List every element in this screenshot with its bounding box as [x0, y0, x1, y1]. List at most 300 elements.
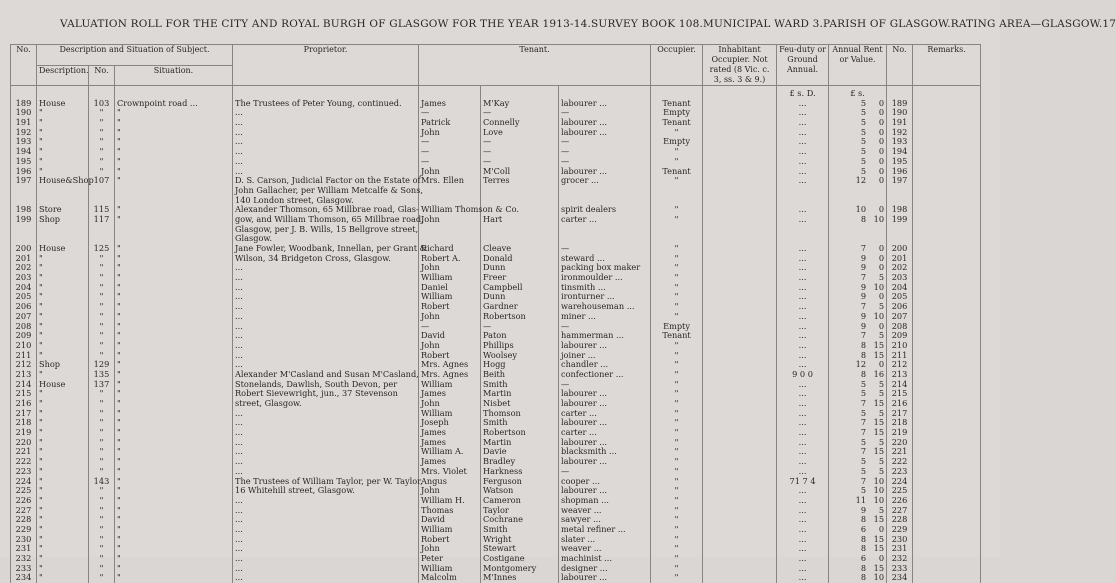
- row-proprietor: ...: [233, 447, 419, 457]
- row-situation: ": [115, 341, 233, 351]
- row-tenant-first: Mrs. Agnes: [419, 360, 481, 370]
- row-proprietor: The Trustees of William Taylor, per W. Taylor,: [233, 477, 419, 487]
- row-house-number: ": [89, 554, 115, 564]
- row-feu-duty: [777, 225, 829, 235]
- row-situation: ": [115, 564, 233, 574]
- row-house-number: ": [89, 137, 115, 147]
- row-tenant-first: David: [419, 515, 481, 525]
- row-occupation: labourer ...: [559, 118, 651, 128]
- rent-pounds: 6: [861, 553, 866, 563]
- row-number-right: 218: [887, 418, 913, 428]
- row-occupation: labourer ...: [559, 389, 651, 399]
- empty-cell: [703, 370, 777, 380]
- rent-pounds: 8: [861, 543, 866, 553]
- rent-pounds: 9: [861, 253, 866, 263]
- row-occupier: ": [651, 428, 703, 438]
- rent-pounds: 5: [861, 156, 866, 166]
- row-number-right: 206: [887, 302, 913, 312]
- row-feu-duty: ...: [777, 147, 829, 157]
- row-house-number: ": [89, 506, 115, 516]
- row-proprietor: ...: [233, 525, 419, 535]
- rent-shillings: 10: [866, 486, 884, 496]
- row-occupier: ": [651, 467, 703, 477]
- row-feu-duty: ...: [777, 525, 829, 535]
- row-annual-rent: [829, 312, 887, 322]
- row-occupation: labourer ...: [559, 341, 651, 351]
- row-proprietor: ...: [233, 137, 419, 147]
- row-house-number: 115: [89, 205, 115, 215]
- col-description: Description.: [37, 65, 89, 86]
- table-row: [11, 215, 981, 225]
- row-number-right: 231: [887, 544, 913, 554]
- empty-cell: [703, 515, 777, 525]
- row-situation: ": [115, 525, 233, 535]
- row-feu-duty: ...: [777, 137, 829, 147]
- row-occupation: machinist ...: [559, 554, 651, 564]
- row-tenant-last: Nisbet: [481, 399, 559, 409]
- row-situation: ": [115, 486, 233, 496]
- row-proprietor: 140 London street, Glasgow.: [233, 196, 419, 206]
- row-description: ": [37, 273, 89, 283]
- row-house-number: ": [89, 457, 115, 467]
- empty-cell: [703, 447, 777, 457]
- rent-shillings: 10: [866, 573, 884, 583]
- row-number-right: 210: [887, 341, 913, 351]
- survey-book: SURVEY BOOK 108.: [591, 18, 703, 30]
- row-number: 200: [11, 244, 37, 254]
- row-house-number: ": [89, 515, 115, 525]
- row-description: ": [37, 554, 89, 564]
- empty-cell: [913, 351, 981, 361]
- row-tenant-last: Martin: [481, 389, 559, 399]
- row-situation: [115, 234, 233, 244]
- rent-pounds: 9: [861, 282, 866, 292]
- row-occupation: carter ...: [559, 428, 651, 438]
- row-occupation: joiner ...: [559, 351, 651, 361]
- row-description: ": [37, 341, 89, 351]
- row-tenant-first: Malcolm: [419, 573, 481, 583]
- row-feu-duty: ...: [777, 273, 829, 283]
- row-proprietor: ...: [233, 292, 419, 302]
- row-feu-duty: ...: [777, 167, 829, 177]
- row-occupier: ": [651, 380, 703, 390]
- row-tenant-first: Richard: [419, 244, 481, 254]
- row-occupation: —: [559, 467, 651, 477]
- row-annual-rent: [829, 108, 887, 118]
- row-proprietor: Alexander M'Casland and Susan M'Casland,: [233, 370, 419, 380]
- row-proprietor: ...: [233, 535, 419, 545]
- row-occupier: ": [651, 302, 703, 312]
- row-situation: ": [115, 118, 233, 128]
- row-tenant-last: —: [481, 322, 559, 332]
- row-feu-duty: ...: [777, 389, 829, 399]
- feu-units: £ s. D.: [777, 86, 829, 99]
- table-row: [11, 225, 981, 235]
- empty-cell: [703, 176, 777, 186]
- row-proprietor: Glasgow, per J. B. Wills, 15 Bellgrove street,: [233, 225, 419, 235]
- row-annual-rent: [829, 322, 887, 332]
- row-house-number: ": [89, 312, 115, 322]
- row-proprietor: ...: [233, 409, 419, 419]
- row-situation: ": [115, 457, 233, 467]
- rent-shillings: 0: [866, 254, 884, 264]
- row-proprietor: Alexander Thomson, 65 Millbrae road, Glas-: [233, 205, 419, 215]
- empty-cell: [913, 312, 981, 322]
- row-occupation: labourer ...: [559, 418, 651, 428]
- rent-shillings: 0: [866, 118, 884, 128]
- row-feu-duty: ...: [777, 496, 829, 506]
- row-tenant-first: James: [419, 389, 481, 399]
- empty-cell: [913, 399, 981, 409]
- row-number-right: 213: [887, 370, 913, 380]
- row-proprietor: ...: [233, 312, 419, 322]
- row-occupation: confectioner ...: [559, 370, 651, 380]
- row-description: ": [37, 147, 89, 157]
- row-tenant-first: James: [419, 99, 481, 109]
- empty-cell: [913, 341, 981, 351]
- table-row: [11, 176, 981, 186]
- row-annual-rent: [829, 515, 887, 525]
- row-description: ": [37, 302, 89, 312]
- row-occupier: ": [651, 254, 703, 264]
- empty-cell: [913, 176, 981, 186]
- empty-cell: [913, 428, 981, 438]
- empty-cell: [703, 351, 777, 361]
- row-feu-duty: ...: [777, 399, 829, 409]
- row-occupier: [651, 186, 703, 196]
- row-number-right: [887, 225, 913, 235]
- row-tenant-first: Robert A.: [419, 254, 481, 264]
- row-tenant-first: David: [419, 331, 481, 341]
- rent-shillings: 0: [866, 128, 884, 138]
- row-tenant-last: Robertson: [481, 312, 559, 322]
- row-description: [37, 186, 89, 196]
- rent-shillings: 5: [866, 438, 884, 448]
- row-house-number: ": [89, 389, 115, 399]
- row-proprietor: ...: [233, 167, 419, 177]
- row-number: 221: [11, 447, 37, 457]
- empty-cell: [913, 380, 981, 390]
- row-occupier: ": [651, 506, 703, 516]
- row-number-right: 190: [887, 108, 913, 118]
- row-annual-rent: [829, 370, 887, 380]
- row-occupation: —: [559, 244, 651, 254]
- row-annual-rent: [829, 176, 887, 186]
- row-feu-duty: ...: [777, 438, 829, 448]
- row-house-number: 135: [89, 370, 115, 380]
- rent-pounds: 7: [861, 243, 866, 253]
- row-occupier: [651, 225, 703, 235]
- rent-pounds: 9: [861, 311, 866, 321]
- row-feu-duty: ...: [777, 157, 829, 167]
- row-proprietor: ...: [233, 157, 419, 167]
- rent-pounds: 5: [861, 437, 866, 447]
- row-situation: ": [115, 176, 233, 186]
- empty-cell: [913, 137, 981, 147]
- empty-cell: [703, 186, 777, 196]
- empty-cell: [703, 215, 777, 225]
- row-proprietor: ...: [233, 467, 419, 477]
- row-number: 196: [11, 167, 37, 177]
- row-feu-duty: ...: [777, 418, 829, 428]
- row-tenant-last: Watson: [481, 486, 559, 496]
- row-tenant-last: Smith: [481, 380, 559, 390]
- empty-cell: [703, 341, 777, 351]
- row-occupation: weaver ...: [559, 544, 651, 554]
- row-occupier: ": [651, 176, 703, 186]
- row-description: House: [37, 380, 89, 390]
- row-tenant-first: John: [419, 312, 481, 322]
- row-tenant-last: Martin: [481, 438, 559, 448]
- empty-cell: [913, 263, 981, 273]
- row-proprietor: ...: [233, 302, 419, 312]
- row-number-right: 217: [887, 409, 913, 419]
- row-number: 232: [11, 554, 37, 564]
- row-occupier: ": [651, 147, 703, 157]
- row-description: House&Shop: [37, 176, 89, 186]
- rent-shillings: 0: [866, 147, 884, 157]
- row-house-number: ": [89, 273, 115, 283]
- row-situation: ": [115, 409, 233, 419]
- row-occupation: steward ...: [559, 254, 651, 264]
- empty-cell: [703, 573, 777, 583]
- row-occupation: labourer ...: [559, 167, 651, 177]
- row-tenant-first: William: [419, 409, 481, 419]
- row-occupation: designer ...: [559, 564, 651, 574]
- empty-cell: [913, 118, 981, 128]
- row-number-right: 214: [887, 380, 913, 390]
- row-occupation: cooper ...: [559, 477, 651, 487]
- row-number: 217: [11, 409, 37, 419]
- row-number: 218: [11, 418, 37, 428]
- row-tenant-last: Campbell: [481, 283, 559, 293]
- row-house-number: ": [89, 263, 115, 273]
- empty-cell: [703, 418, 777, 428]
- row-proprietor: Glasgow.: [233, 234, 419, 244]
- rent-pounds: 12: [856, 359, 866, 369]
- row-occupier: ": [651, 525, 703, 535]
- row-occupation: blacksmith ...: [559, 447, 651, 457]
- row-number-right: 232: [887, 554, 913, 564]
- rent-shillings: 5: [866, 409, 884, 419]
- page-number: 17: [1102, 18, 1116, 30]
- row-tenant-first: Patrick: [419, 118, 481, 128]
- row-occupation: labourer ...: [559, 573, 651, 583]
- rent-pounds: 5: [861, 98, 866, 108]
- row-number: 192: [11, 128, 37, 138]
- row-occupation: metal refiner ...: [559, 525, 651, 535]
- row-occupation: [559, 234, 651, 244]
- row-number: 198: [11, 205, 37, 215]
- rent-pounds: 9: [861, 262, 866, 272]
- empty-cell: [703, 302, 777, 312]
- row-occupation: miner ...: [559, 312, 651, 322]
- row-occupation: tinsmith ...: [559, 283, 651, 293]
- rent-pounds: 8: [861, 369, 866, 379]
- row-feu-duty: ...: [777, 535, 829, 545]
- row-occupier: ": [651, 341, 703, 351]
- row-occupation: —: [559, 108, 651, 118]
- row-number-right: 194: [887, 147, 913, 157]
- empty-cell: [703, 496, 777, 506]
- rent-pounds: 7: [861, 476, 866, 486]
- row-number: 213: [11, 370, 37, 380]
- row-annual-rent: [829, 457, 887, 467]
- row-tenant-first: William: [419, 564, 481, 574]
- row-house-number: [89, 225, 115, 235]
- rent-pounds: 10: [856, 204, 866, 214]
- page-header: [60, 18, 990, 30]
- row-number: 227: [11, 506, 37, 516]
- row-description: ": [37, 254, 89, 264]
- row-tenant-last: Paton: [481, 331, 559, 341]
- empty-cell: [703, 331, 777, 341]
- empty-cell: [703, 108, 777, 118]
- rent-shillings: 5: [866, 389, 884, 399]
- row-situation: ": [115, 447, 233, 457]
- row-situation: ": [115, 428, 233, 438]
- col-remarks: Remarks.: [913, 45, 981, 86]
- row-description: ": [37, 544, 89, 554]
- rent-shillings: 15: [866, 515, 884, 525]
- row-number-right: 224: [887, 477, 913, 487]
- empty-cell: [913, 167, 981, 177]
- row-occupier: ": [651, 283, 703, 293]
- row-description: ": [37, 322, 89, 332]
- row-tenant-last: Wright: [481, 535, 559, 545]
- row-tenant-first: Mrs. Agnes: [419, 370, 481, 380]
- row-proprietor: ...: [233, 283, 419, 293]
- row-number: 233: [11, 564, 37, 574]
- rent-pounds: 5: [861, 485, 866, 495]
- row-situation: ": [115, 351, 233, 361]
- table-row: [11, 137, 981, 147]
- rent-shillings: 10: [866, 496, 884, 506]
- rent-shillings: 5: [866, 506, 884, 516]
- row-tenant-first: John: [419, 128, 481, 138]
- rent-shillings: 5: [866, 273, 884, 283]
- row-proprietor: gow, and William Thomson, 65 Millbrae road,: [233, 215, 419, 225]
- col-feu-duty: Feu-duty or Ground Annual.: [777, 45, 829, 86]
- row-occupier: ": [651, 447, 703, 457]
- rent-pounds: 11: [856, 495, 866, 505]
- row-proprietor: ...: [233, 351, 419, 361]
- row-description: ": [37, 292, 89, 302]
- row-occupation: ironmoulder ...: [559, 273, 651, 283]
- row-situation: Crownpoint road ...: [115, 99, 233, 109]
- row-tenant-first: William: [419, 380, 481, 390]
- row-number: 203: [11, 273, 37, 283]
- row-feu-duty: ...: [777, 486, 829, 496]
- row-number-right: 219: [887, 428, 913, 438]
- col-number: No.: [89, 65, 115, 86]
- row-feu-duty: ...: [777, 447, 829, 457]
- rent-pounds: 8: [861, 534, 866, 544]
- row-situation: ": [115, 167, 233, 177]
- row-house-number: ": [89, 108, 115, 118]
- row-tenant-last: Thomson: [481, 409, 559, 419]
- empty-cell: [913, 108, 981, 118]
- row-occupier: Empty: [651, 108, 703, 118]
- row-occupation: —: [559, 147, 651, 157]
- row-feu-duty: ...: [777, 331, 829, 341]
- empty-cell: [703, 525, 777, 535]
- row-tenant-last: Harkness: [481, 467, 559, 477]
- table-row: [11, 312, 981, 322]
- empty-cell: [703, 157, 777, 167]
- row-annual-rent: [829, 254, 887, 264]
- row-number: [11, 186, 37, 196]
- row-feu-duty: ...: [777, 108, 829, 118]
- rating-area: RATING AREA—GLASGOW.: [951, 18, 1103, 30]
- row-feu-duty: ...: [777, 128, 829, 138]
- row-number-right: 204: [887, 283, 913, 293]
- row-tenant-first: —: [419, 147, 481, 157]
- row-occupation: carter ...: [559, 409, 651, 419]
- row-number-right: 211: [887, 351, 913, 361]
- empty-cell: [913, 438, 981, 448]
- row-proprietor: D. S. Carson, Judicial Factor on the Estate of: [233, 176, 419, 186]
- row-number: 226: [11, 496, 37, 506]
- row-house-number: ": [89, 496, 115, 506]
- row-tenant-first: William: [419, 273, 481, 283]
- row-situation: ": [115, 544, 233, 554]
- row-annual-rent: [829, 234, 887, 244]
- empty-cell: [703, 137, 777, 147]
- rent-shillings: 0: [866, 292, 884, 302]
- empty-cell: [913, 331, 981, 341]
- row-occupation: labourer ...: [559, 438, 651, 448]
- row-proprietor: ...: [233, 128, 419, 138]
- row-feu-duty: ...: [777, 428, 829, 438]
- row-occupier: Tenant: [651, 331, 703, 341]
- row-number: 220: [11, 438, 37, 448]
- row-occupier: Tenant: [651, 167, 703, 177]
- row-number-right: 196: [887, 167, 913, 177]
- row-description: ": [37, 312, 89, 322]
- empty-cell: [913, 215, 981, 225]
- row-tenant-last: —: [481, 137, 559, 147]
- row-number-right: 208: [887, 322, 913, 332]
- rent-shillings: 15: [866, 399, 884, 409]
- row-tenant-last: —: [481, 108, 559, 118]
- row-proprietor: Jane Fowler, Woodbank, Innellan, per Grant &: [233, 244, 419, 254]
- table-row: [11, 99, 981, 109]
- rent-shillings: 10: [866, 283, 884, 293]
- row-situation: ": [115, 418, 233, 428]
- empty-cell: [913, 283, 981, 293]
- row-feu-duty: ...: [777, 263, 829, 273]
- empty-cell: [913, 244, 981, 254]
- row-number: 197: [11, 176, 37, 186]
- rent-shillings: 0: [866, 137, 884, 147]
- row-number: 207: [11, 312, 37, 322]
- row-proprietor: Wilson, 34 Bridgeton Cross, Glasgow.: [233, 254, 419, 264]
- empty-cell: [913, 389, 981, 399]
- row-feu-duty: ...: [777, 544, 829, 554]
- rent-pounds: 5: [861, 166, 866, 176]
- row-tenant-last: Cleave: [481, 244, 559, 254]
- row-description: ": [37, 486, 89, 496]
- row-situation: ": [115, 506, 233, 516]
- row-tenant-first: James: [419, 438, 481, 448]
- row-house-number: ": [89, 167, 115, 177]
- row-occupation: sawyer ...: [559, 515, 651, 525]
- row-occupier: Tenant: [651, 99, 703, 109]
- row-occupier: ": [651, 215, 703, 225]
- row-house-number: ": [89, 351, 115, 361]
- row-house-number: ": [89, 564, 115, 574]
